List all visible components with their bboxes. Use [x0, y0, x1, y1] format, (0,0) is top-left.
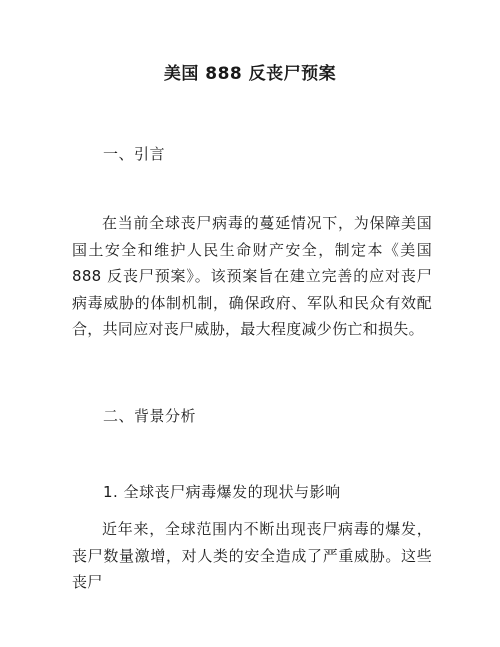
introduction-paragraph: 在当前全球丧尸病毒的蔓延情况下，为保障美国国土安全和维护人民生命财产安全，制定本《美国 888 反丧尸预案》。该预案旨在建立完善的应对丧尸病毒威胁的体制机制，确保政府、军队和民众有效配合，共同应对丧尸威胁，最大程度减少伤亡和损失。 [72, 214, 432, 338]
document-title: 美国 888 反丧尸预案 [163, 64, 337, 84]
section-heading-background: 二、背景分析 [103, 407, 197, 425]
subsection-heading-outbreak: 1. 全球丧尸病毒爆发的现状与影响 [103, 483, 341, 501]
outbreak-paragraph: 近年来，全球范围内不断出现丧尸病毒的爆发，丧尸数量激增，对人类的安全造成了严重威胁。这些丧尸 [72, 520, 432, 591]
section-heading-introduction: 一、引言 [103, 145, 166, 163]
